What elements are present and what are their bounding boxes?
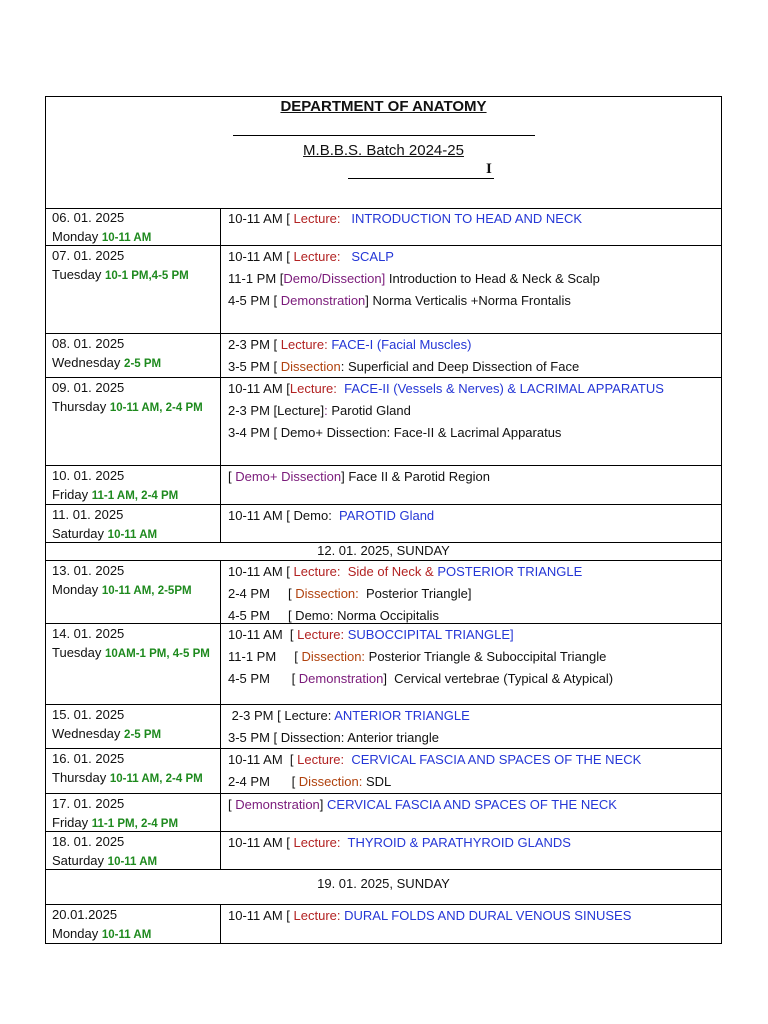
activity-line xyxy=(228,832,721,854)
date-text: 17. 01. 2025 xyxy=(52,796,125,811)
highlight-text: THYROID & PARATHYROID GLANDS xyxy=(347,835,571,850)
hours-text: 2-5 PM xyxy=(124,358,162,370)
date-cell xyxy=(46,505,221,542)
activity-text: 10-11 AM [ xyxy=(228,564,294,579)
date-cell xyxy=(46,466,221,504)
schedule-table xyxy=(45,96,722,944)
highlight-text: Dissection: xyxy=(298,774,363,789)
activity-text: 10-11 AM [ xyxy=(228,627,298,642)
table-row xyxy=(46,505,721,543)
date-text: 20.01.2025 xyxy=(52,907,118,922)
activity-text: 2-4 PM [ xyxy=(228,774,299,789)
activity-text: Posterior Triangle] xyxy=(358,586,472,601)
activity-line xyxy=(228,624,721,646)
activity-text: 10-11 AM [ xyxy=(228,908,294,923)
table-row xyxy=(46,246,721,334)
highlight-text: Lecture: xyxy=(289,381,337,396)
highlight-text: Lecture: xyxy=(293,908,345,923)
weekday-text: Monday xyxy=(52,582,99,597)
activity-line xyxy=(228,356,721,378)
hours-text: 10-11 AM, 2-5PM xyxy=(101,585,192,597)
table-row xyxy=(46,749,721,794)
activity-text: ] xyxy=(319,797,328,812)
activity-line xyxy=(228,749,721,771)
weekday-text: Monday xyxy=(52,926,99,941)
date-text: 10. 01. 2025 xyxy=(52,468,125,483)
date-text: 06. 01. 2025 xyxy=(52,210,125,225)
activity-text: 10-11 AM [ xyxy=(228,835,294,850)
weekday-text: Saturday xyxy=(52,526,105,541)
highlight-text: Demonstration xyxy=(235,797,320,812)
highlight-text: SUBOCCIPITAL TRIANGLE] xyxy=(347,627,514,642)
activity-line xyxy=(228,466,721,488)
activity-text: ] Norma Verticalis +Norma Frontalis xyxy=(365,293,571,308)
activity-line xyxy=(228,268,721,290)
highlight-text: ANTERIOR TRIANGLE xyxy=(334,708,470,723)
date-text: 16. 01. 2025 xyxy=(52,751,125,766)
date-cell xyxy=(46,378,221,465)
activity-cell xyxy=(222,561,721,627)
highlight-text: FACE-II (Vessels & Nerves) & LACRIMAL APPARATUS xyxy=(344,381,664,396)
highlight-text: Lecture: xyxy=(293,211,341,226)
table-row xyxy=(46,466,721,505)
highlight-text: INTRODUCTION TO HEAD AND NECK xyxy=(351,211,582,226)
highlight-text: Demo/Dissection] xyxy=(283,271,386,286)
activity-text: : Superficial and Deep Dissection of Face xyxy=(340,359,580,374)
activity-text: [ xyxy=(228,797,236,812)
date-text: 08. 01. 2025 xyxy=(52,336,125,351)
highlight-text: Lecture: xyxy=(297,752,345,767)
activity-line xyxy=(228,400,721,422)
highlight-text: DURAL FOLDS AND DURAL VENOUS SINUSES xyxy=(344,908,632,923)
activity-cell xyxy=(222,794,721,816)
table-row xyxy=(46,832,721,870)
activity-line xyxy=(228,771,721,793)
highlight-text: Lecture: Side of Neck & xyxy=(293,564,438,579)
activity-text: Posterior Triangle & Suboccipital Triangle xyxy=(365,649,607,664)
batch-label: M.B.B.S. Batch 2024-25 xyxy=(303,142,464,159)
highlight-text: Lecture: xyxy=(293,835,341,850)
hours-text: 10-11 AM, 2-4 PM xyxy=(109,402,203,414)
date-cell xyxy=(46,208,221,245)
activity-cell xyxy=(222,905,721,927)
activity-line xyxy=(228,705,721,727)
highlight-text: Lecture: xyxy=(297,627,348,642)
activity-text: 2-3 PM [ xyxy=(228,337,281,352)
date-text: 15. 01. 2025 xyxy=(52,707,125,722)
underline-rule xyxy=(233,135,535,136)
weekday-text: Monday xyxy=(52,229,99,244)
activity-text: ] Face II & Parotid Region xyxy=(341,469,490,484)
table-row xyxy=(46,561,721,624)
activity-text: 2-3 PM [Lecture] xyxy=(228,403,325,418)
highlight-text: Dissection: xyxy=(295,586,359,601)
activity-cell xyxy=(222,334,721,378)
activity-text: 11-1 PM [ xyxy=(228,649,302,664)
activity-cell xyxy=(222,505,721,527)
table-row xyxy=(46,905,721,944)
date-text: 18. 01. 2025 xyxy=(52,834,125,849)
activity-text: Introduction to Head & Neck & Scalp xyxy=(385,271,600,286)
activity-line xyxy=(228,583,721,605)
sunday-label: 19. 01. 2025, SUNDAY xyxy=(317,876,450,891)
activity-text: 3-5 PM [ Dissection: Anterior triangle xyxy=(228,730,439,745)
date-cell xyxy=(46,905,221,944)
activity-text: 10-11 AM [ xyxy=(228,249,294,264)
hours-text: 10-11 AM xyxy=(101,232,152,244)
date-cell xyxy=(46,246,221,333)
date-cell xyxy=(46,832,221,869)
date-text: 11. 01. 2025 xyxy=(52,507,124,522)
highlight-text: : xyxy=(324,403,328,418)
activity-line xyxy=(228,334,721,356)
activity-text xyxy=(341,835,348,850)
highlight-text: CERVICAL FASCIA AND SPACES OF THE NECK xyxy=(351,752,642,767)
activity-text: 11-1 PM [ xyxy=(228,271,284,286)
activity-line xyxy=(228,905,721,927)
activity-text: 10-11 AM [ Demo: xyxy=(228,508,340,523)
hours-text: 10-1 PM,4-5 PM xyxy=(105,270,189,282)
highlight-text: Lecture: xyxy=(293,249,341,264)
table-row xyxy=(46,334,721,378)
table-header xyxy=(46,97,721,209)
activity-text xyxy=(341,249,352,264)
activity-cell xyxy=(222,466,721,488)
activity-text: 4-5 PM [ Demo: Norma Occipitalis xyxy=(228,608,439,623)
highlight-text: POSTERIOR TRIANGLE xyxy=(437,564,583,579)
date-cell xyxy=(46,705,221,748)
activity-line xyxy=(228,246,721,268)
roman-numeral: I xyxy=(486,161,492,177)
hours-text: 11-1 PM, 2-4 PM xyxy=(91,818,179,830)
sunday-row xyxy=(46,870,721,905)
activity-cell xyxy=(222,378,721,444)
activity-line xyxy=(228,505,721,527)
hours-text: 10-11 AM xyxy=(107,856,158,868)
date-cell xyxy=(46,334,221,377)
weekday-text: Tuesday xyxy=(52,645,102,660)
date-text: 13. 01. 2025 xyxy=(52,563,125,578)
underline-rule xyxy=(348,178,494,179)
activity-cell xyxy=(222,246,721,312)
activity-line xyxy=(228,646,721,668)
activity-cell xyxy=(222,705,721,749)
weekday-text: Friday xyxy=(52,487,89,502)
weekday-text: Wednesday xyxy=(52,726,121,741)
highlight-text: CERVICAL FASCIA AND SPACES OF THE NECK xyxy=(327,797,617,812)
hours-text: 10-11 AM xyxy=(107,529,158,541)
highlight-text: FACE-I (Facial Muscles) xyxy=(331,337,472,352)
activity-text xyxy=(341,211,352,226)
activity-text: 2-3 PM [ Lecture: xyxy=(228,708,335,723)
highlight-text: PAROTID Gland xyxy=(339,508,435,523)
table-row xyxy=(46,705,721,749)
activity-cell xyxy=(222,832,721,854)
activity-text: 10-11 AM [ xyxy=(228,752,298,767)
page-title: DEPARTMENT OF ANATOMY xyxy=(280,98,487,115)
table-row xyxy=(46,378,721,466)
highlight-text: Dissection xyxy=(280,359,341,374)
activity-text: 3-4 PM [ Demo+ Dissection: Face-II & Lacrimal Apparatus xyxy=(228,425,562,440)
highlight-text: Demonstration xyxy=(280,293,366,308)
activity-text: Parotid Gland xyxy=(327,403,411,418)
hours-text: 11-1 AM, 2-4 PM xyxy=(91,490,179,502)
activity-text: 10-11 AM [ xyxy=(228,211,294,226)
activity-line xyxy=(228,290,721,312)
highlight-text: Demo+ Dissection xyxy=(235,469,342,484)
activity-line xyxy=(228,727,721,749)
weekday-text: Tuesday xyxy=(52,267,102,282)
hours-text: 10-11 AM, 2-4 PM xyxy=(109,773,203,785)
activity-text: 4-5 PM [ xyxy=(228,293,281,308)
weekday-text: Friday xyxy=(52,815,89,830)
date-cell xyxy=(46,624,221,704)
hours-text: 10AM-1 PM, 4-5 PM xyxy=(105,648,210,660)
activity-text: SDL xyxy=(362,774,392,789)
activity-text: ] Cervical vertebrae (Typical & Atypical) xyxy=(383,671,614,686)
date-text: 14. 01. 2025 xyxy=(52,626,125,641)
activity-line xyxy=(228,378,721,400)
highlight-text: Dissection: xyxy=(301,649,366,664)
activity-line xyxy=(228,208,721,230)
activity-text: 10-11 AM [ xyxy=(228,381,290,396)
activity-line xyxy=(228,668,721,690)
highlight-text: SCALP xyxy=(351,249,394,264)
date-text: 09. 01. 2025 xyxy=(52,380,125,395)
activity-line xyxy=(228,794,721,816)
table-row xyxy=(46,624,721,705)
weekday-text: Wednesday xyxy=(52,355,121,370)
activity-cell xyxy=(222,749,721,793)
date-cell xyxy=(46,749,221,793)
highlight-text: Demonstration xyxy=(298,671,384,686)
sunday-label: 12. 01. 2025, SUNDAY xyxy=(317,543,450,558)
activity-line xyxy=(228,561,721,583)
table-row xyxy=(46,208,721,246)
date-cell xyxy=(46,561,221,623)
activity-cell xyxy=(222,624,721,690)
highlight-text: Lecture: xyxy=(280,337,332,352)
activity-text: 3-5 PM [ xyxy=(228,359,281,374)
sunday-row xyxy=(46,543,721,561)
weekday-text: Saturday xyxy=(52,853,105,868)
activity-text: 4-5 PM [ xyxy=(228,671,299,686)
activity-cell xyxy=(222,208,721,230)
table-row xyxy=(46,794,721,832)
date-text: 07. 01. 2025 xyxy=(52,248,125,263)
weekday-text: Thursday xyxy=(52,770,107,785)
hours-text: 2-5 PM xyxy=(124,729,162,741)
weekday-text: Thursday xyxy=(52,399,107,414)
activity-text: [ xyxy=(228,469,236,484)
activity-line xyxy=(228,422,721,444)
activity-text: 2-4 PM [ xyxy=(228,586,296,601)
hours-text: 10-11 AM xyxy=(101,929,152,941)
date-cell xyxy=(46,794,221,831)
